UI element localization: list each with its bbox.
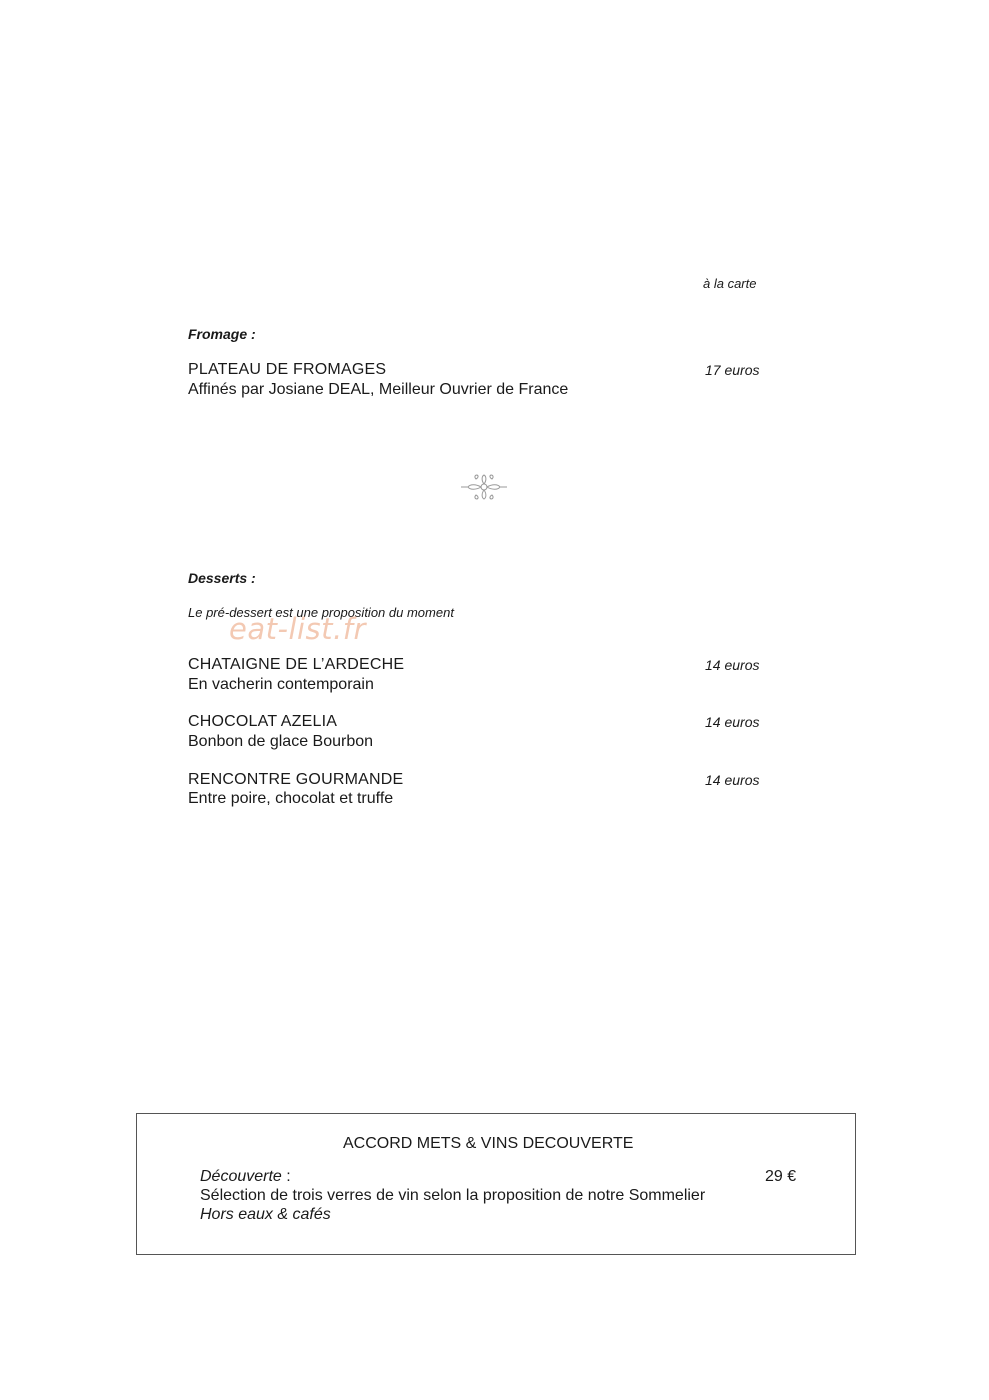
dish-price-chocolat: 14 euros [705, 714, 760, 730]
dish-price-plateau: 17 euros [705, 362, 760, 378]
fromage-section-title: Fromage : [188, 326, 256, 342]
accord-description: Sélection de trois verres de vin selon la proposition de notre Sommelier [200, 1187, 706, 1204]
accord-formula-name: Découverte [200, 1168, 282, 1185]
desserts-section-title: Desserts : [188, 570, 256, 586]
accord-formula-colon: : [281, 1168, 291, 1185]
dish-description-rencontre: Entre poire, chocolat et truffe [188, 790, 394, 807]
dish-description-chataigne: En vacherin contemporain [188, 676, 374, 693]
dish-price-rencontre: 14 euros [705, 772, 760, 788]
dish-description-chocolat: Bonbon de glace Bourbon [188, 733, 374, 750]
fleuron-ornament-icon [458, 472, 510, 502]
accord-price: 29 € [765, 1168, 797, 1185]
dish-name-plateau: PLATEAU DE FROMAGES [188, 361, 387, 378]
dish-name-chocolat: CHOCOLAT AZELIA [188, 713, 338, 730]
watermark-text: eat-list.fr [229, 612, 366, 646]
dish-price-chataigne: 14 euros [705, 657, 760, 673]
accord-formula-label [200, 1168, 291, 1186]
a-la-carte-label: à la carte [703, 276, 757, 291]
accord-mets-vins-box [136, 1113, 856, 1255]
dish-name-rencontre: RENCONTRE GOURMANDE [188, 771, 404, 788]
dish-name-chataigne: CHATAIGNE DE L’ARDECHE [188, 656, 405, 673]
dish-description-plateau: Affinés par Josiane DEAL, Meilleur Ouvrier de France [188, 381, 569, 398]
pre-dessert-note: Le pré-dessert est une proposition du moment [188, 605, 454, 620]
accord-note: Hors eaux & cafés [200, 1206, 331, 1223]
accord-title: ACCORD METS & VINS DECOUVERTE [343, 1135, 634, 1152]
